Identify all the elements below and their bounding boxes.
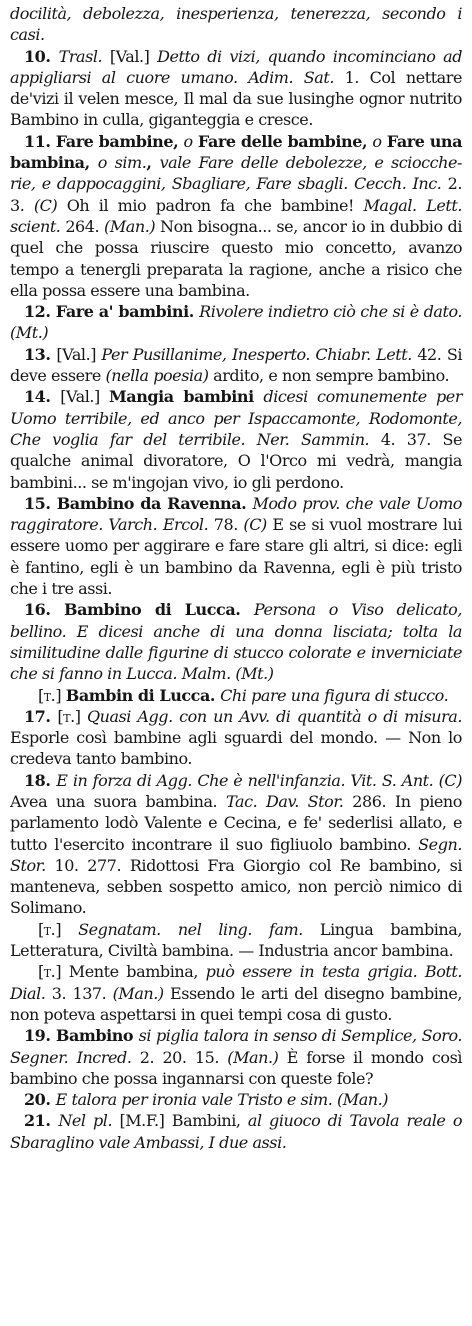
entry-p16-text: Persona o Viso delicato, bellino. E dicesi anche di una donna lisciata; tolta la similitudine dalle figurine di stucco colorate e inverniciate che si fanno in Lucca. Malm. (Mt.) xyxy=(10,600,462,684)
entry-p17-text: ] xyxy=(74,706,87,726)
entry-p11-text: Fare una bambina, xyxy=(10,131,462,173)
entry-p21 xyxy=(10,1110,462,1153)
entry-p19-text: 2. 20. 15. xyxy=(131,1047,228,1067)
entry-p18b-text: Lingua bambina, Letteratura, Civiltà bambina. — Industria ancor bambina. xyxy=(10,919,462,961)
entry-p21-text: al giuoco di Tavola reale o Sbaraglino vale Ambassi, I due assi. xyxy=(10,1111,463,1152)
entry-p13-text: Per Pusillanime, Inesperto. Chiabr. Lett. xyxy=(101,344,412,364)
entry-p18-text: 286. In pieno parlamento lodò Valente e Cecina, e fe' sederlisi allato, e tutto l'esercito incontrare il suo figliuolo bambino. xyxy=(10,791,462,854)
entry-p20-text: E talora per ironia vale Tristo e sim. (Man.) xyxy=(55,1090,389,1110)
entry-p11-text: o xyxy=(372,131,382,151)
entry-p18-text: E in forza di Agg. Che è nell'infanzia. Vit. S. Ant. xyxy=(56,770,434,790)
entry-p11-text: Oh il mio padron fa che bambine! xyxy=(57,195,364,215)
entry-p11-text: (C) xyxy=(33,195,58,215)
entry-p17-text: Quasi Agg. con un Avv. di quantità o di misura. xyxy=(86,706,462,726)
entry-p18c-text: 3. 137. xyxy=(45,983,113,1003)
entry-p21-text: Nel pl. xyxy=(58,1111,113,1131)
entry-p10 xyxy=(10,46,462,131)
entry-p18-text: 10. 277. Ridottosi Fra Giorgio col Re bambino, si manteneva, sebben sospetto amico, non perciò nimico di Solimano. xyxy=(10,855,462,918)
entry-p18b-text: [ xyxy=(38,919,44,939)
entry-p13-text: ardito, e non sempre bambino. xyxy=(208,366,450,386)
entry-p16-text: 16. Bambino di Lucca. xyxy=(24,600,254,620)
entry-p11-text: (Man.) xyxy=(104,216,156,236)
entry-p0 xyxy=(10,3,462,46)
entry-p16 xyxy=(10,599,462,684)
entry-p11-text: Non bisogna... se, ancor io in dubbio di quel che possa riuscire questo mio concetto, avanzo tempo a tenergli preparata la ragione, anche a risico che ella possa essere una bambina. xyxy=(10,216,462,300)
entry-p20 xyxy=(10,1089,462,1110)
entry-p13-text: (nella poesia) xyxy=(105,366,209,386)
entry-p13 xyxy=(10,344,462,387)
entry-p14-text: [Val.] xyxy=(60,387,110,407)
entry-p18-text: 18. xyxy=(24,770,57,790)
entry-p14-text: 14. xyxy=(24,387,61,407)
entry-p10-text: [Val.] xyxy=(102,46,158,66)
entry-p18c-text: (Man.) xyxy=(112,983,164,1003)
entry-p21-text: [M.F.] Bambini, xyxy=(112,1111,248,1131)
entry-p11-text: , xyxy=(146,153,160,173)
entry-p19 xyxy=(10,1025,462,1089)
entry-p20-text: 20. xyxy=(24,1090,56,1110)
entry-p15 xyxy=(10,493,462,599)
entry-p11-text: o sim. xyxy=(97,153,147,173)
entry-p13-text: 42. Si deve essere xyxy=(10,344,463,386)
entry-p17-text: t. xyxy=(63,706,75,726)
entry-p11-text: Magal. Lett. scient. xyxy=(10,195,462,236)
entry-p16b-text: ] xyxy=(55,685,66,705)
entry-p14-text: 4. 37. Se qualche animal divoratore, O l'Orco mi vedrà, mangia bambini... se m'ingojan vivo, io gli perdono. xyxy=(10,429,462,492)
entry-p18 xyxy=(10,770,462,919)
entry-p14 xyxy=(10,386,462,492)
entry-p12-text: Rivolere indietro ciò che si è dato. (Mt.) xyxy=(10,302,462,343)
entry-p18c xyxy=(10,961,462,1025)
entry-p16b-text: t. xyxy=(43,685,56,705)
entry-p18b-text: Segnatam. nel ling. fam. xyxy=(78,919,303,939)
entry-p18-text: (C) xyxy=(438,770,463,790)
entry-p17-text: [ xyxy=(57,706,64,726)
entry-p10-text: 10. xyxy=(24,46,59,66)
entry-p18-text: Tac. Dav. Stor. xyxy=(226,791,344,811)
entry-p16b-text: [ xyxy=(38,685,44,705)
entry-p18c-text: [ xyxy=(38,962,44,982)
entry-p18b-text: t. xyxy=(43,919,56,939)
entry-p18-text: Avea una suora bambina. xyxy=(10,791,226,811)
entry-p19-text: 19. Bambino xyxy=(24,1026,139,1046)
entry-p13-text: 13. xyxy=(24,344,57,364)
entry-p10-text: Trasl. xyxy=(58,46,103,66)
entry-p15-text: E se si vuol mostrare lui essere uomo per aggirare e fare stare gli altri, si dice: egli è fantino, egli è un bambino da Ravenna, egli è più tristo che i tre assi. xyxy=(10,515,463,599)
entry-p13-text: [Val.] xyxy=(56,344,102,364)
entry-p12 xyxy=(10,301,462,344)
entry-p15-text: Modo prov. che vale Uomo raggiratore. Varch. Ercol. xyxy=(10,493,462,535)
entry-p12-text: 12. Fare a' bambini. xyxy=(24,302,200,322)
entry-p11 xyxy=(10,131,462,301)
entry-p15-text: (C) xyxy=(243,515,267,535)
entry-p11-text: 264. xyxy=(60,216,105,236)
entry-p11-text: 2. 3. xyxy=(10,174,462,215)
entry-p18c-text: ] Mente bambina, xyxy=(55,962,206,982)
entry-p19-text: si piglia talora in senso di Semplice, Soro. Segner. Incred. xyxy=(10,1026,462,1067)
entry-p16b-text: Bambin di Lucca. xyxy=(65,685,221,705)
entry-p11-text: Fare delle bambine, xyxy=(192,131,373,151)
entry-p14-text: Mangia bambini xyxy=(109,387,264,407)
entry-p0-text: docilità, debolezza, inesperienza, tenerezza, secondo i casi. xyxy=(10,4,462,45)
entry-p19-text: (Man.) xyxy=(227,1047,279,1067)
entry-p17-text: 17. xyxy=(24,706,58,726)
entry-p10-text: 1. Col nettare de'vizi il velen mesce, Il mal da sue lusinghe ognor nutrito Bambino in culla, giganteggia e cresce. xyxy=(10,67,462,130)
entry-p11-text: vale Fare delle debolezze, e sciocche-rie, e dappocaggini, Sbagliare, Fare sbagli. Cecch. Inc. xyxy=(10,153,462,194)
entry-p17 xyxy=(10,706,462,770)
entry-p18c-text: t. xyxy=(43,962,56,982)
entry-p18c-text: Essendo le arti del disegno bambine, non poteva aspettarsi in quei tempi cosa di gusto. xyxy=(10,983,462,1024)
entry-p11-text: 11. Fare bambine, xyxy=(24,131,184,151)
entry-p18b xyxy=(10,919,462,962)
entry-p11-text: o xyxy=(183,131,193,151)
entry-p18-text: Segn. Stor. xyxy=(10,834,462,875)
entry-p15-text: 78. xyxy=(208,515,244,535)
entry-p18b-text: ] xyxy=(55,919,79,939)
entry-p16b-text: Chi pare una figura di stucco. xyxy=(220,685,449,705)
entry-p14-text: dicesi comunemente per Uomo terribile, ed anco per Ispaccamonte, Rodomonte, Che voglia far del terribile. Ner. Sammin. xyxy=(10,387,463,449)
entry-p19-text: È forse il mondo così bambino che possa ingannarsi con queste fole? xyxy=(10,1047,462,1088)
entry-p15-text: 15. Bambino da Ravenna. xyxy=(24,493,253,513)
entry-p16b xyxy=(10,685,462,706)
entry-p21-text: 21. xyxy=(24,1111,59,1131)
entry-p18c-text: può essere in testa grigia. Bott. Dial. xyxy=(10,962,462,1003)
entry-p10-text: Detto di vizi, quando incominciano ad appigliarsi al cuore umano. Adim. Sat. xyxy=(10,46,462,87)
entry-p17-text: Esporle così bambine agli sguardi del mondo. — Non lo credeva tanto bambino. xyxy=(10,728,462,769)
